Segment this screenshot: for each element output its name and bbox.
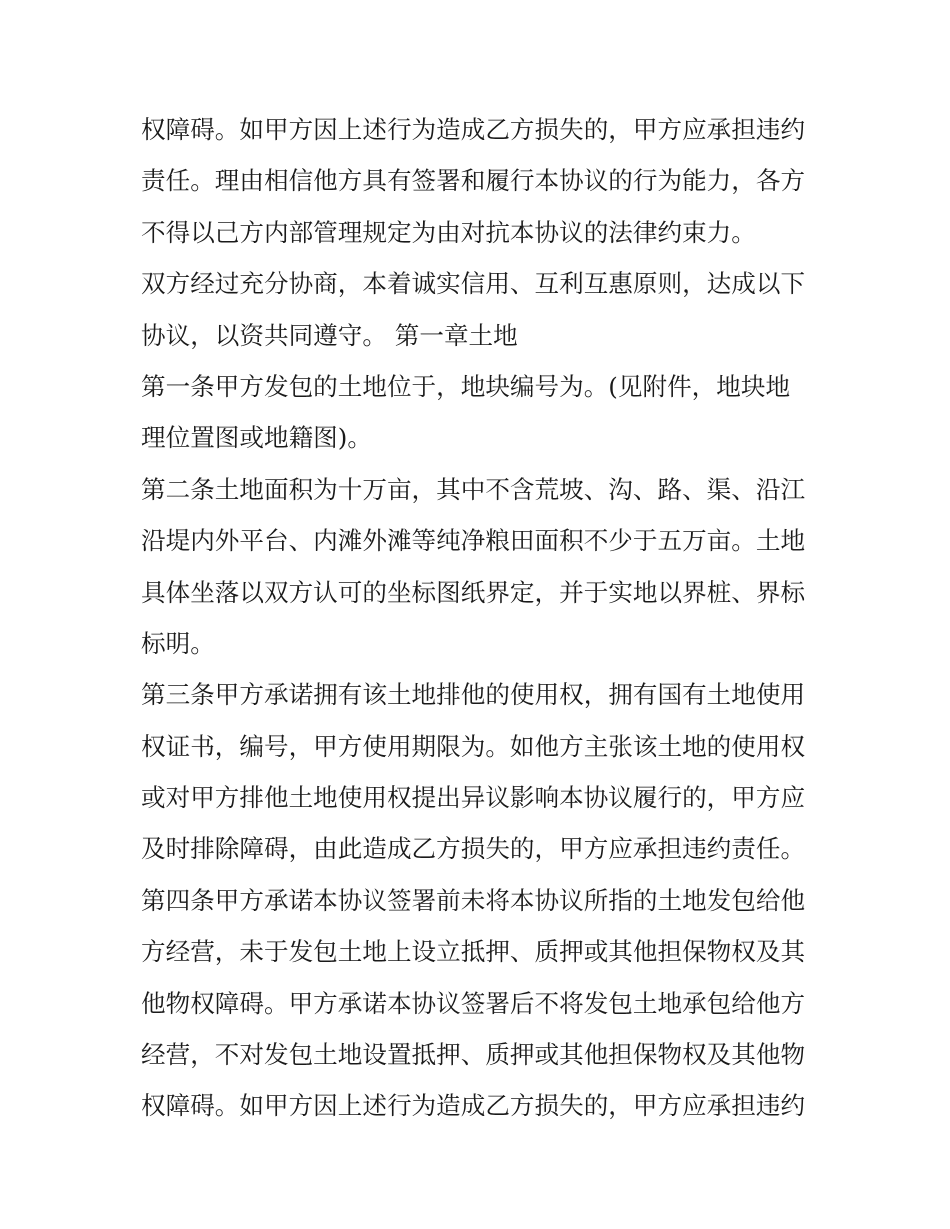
text-line: 不得以己方内部管理规定为由对抗本协议的法律约束力。 bbox=[141, 217, 756, 247]
text-line: 沿堤内外平台、内滩外滩等纯净粮田面积不少于五万亩。土地 bbox=[141, 526, 806, 556]
text-line: 标明。 bbox=[141, 628, 215, 658]
text-line: 第一条甲方发包的土地位于，地块编号为。(见附件，地块地 bbox=[141, 371, 791, 401]
text-line: 经营，不对发包土地设置抵押、质押或其他担保物权及其他物 bbox=[141, 1040, 806, 1070]
text-line: 责任。理由相信他方具有签署和履行本协议的行为能力，各方 bbox=[141, 166, 806, 196]
text-line: 双方经过充分协商，本着诚实信用、互利互惠原则，达成以下 bbox=[141, 269, 806, 299]
text-line: 权证书，编号，甲方使用期限为。如他方主张该土地的使用权 bbox=[141, 731, 806, 761]
text-line: 第四条甲方承诺本协议签署前未将本协议所指的土地发包给他 bbox=[141, 885, 806, 915]
text-line: 第三条甲方承诺拥有该土地排他的使用权，拥有国有土地使用 bbox=[141, 680, 806, 710]
text-line: 具体坐落以双方认可的坐标图纸界定，并于实地以界桩、界标 bbox=[141, 577, 806, 607]
text-line: 第二条土地面积为十万亩，其中不含荒坡、沟、路、渠、沿江 bbox=[141, 474, 806, 504]
text-line: 权障碍。如甲方因上述行为造成乙方损失的，甲方应承担违约 bbox=[141, 115, 806, 144]
text-line: 及时排除障碍，由此造成乙方损失的，甲方应承担违约责任。 bbox=[141, 834, 806, 864]
text-line: 或对甲方排他土地使用权提出异议影响本协议履行的，甲方应 bbox=[141, 783, 806, 813]
text-line: 方经营，未于发包土地上设立抵押、质押或其他担保物权及其 bbox=[141, 937, 806, 967]
document-body bbox=[141, 104, 821, 1132]
text-line: 理位置图或地籍图)。 bbox=[141, 423, 372, 453]
text-line: 他物权障碍。甲方承诺本协议签署后不将发包土地承包给他方 bbox=[141, 988, 806, 1018]
text-line: 协议，以资共同遵守。 第一章土地 bbox=[141, 320, 518, 350]
text-line: 权障碍。如甲方因上述行为造成乙方损失的，甲方应承担违约 bbox=[141, 1091, 806, 1121]
